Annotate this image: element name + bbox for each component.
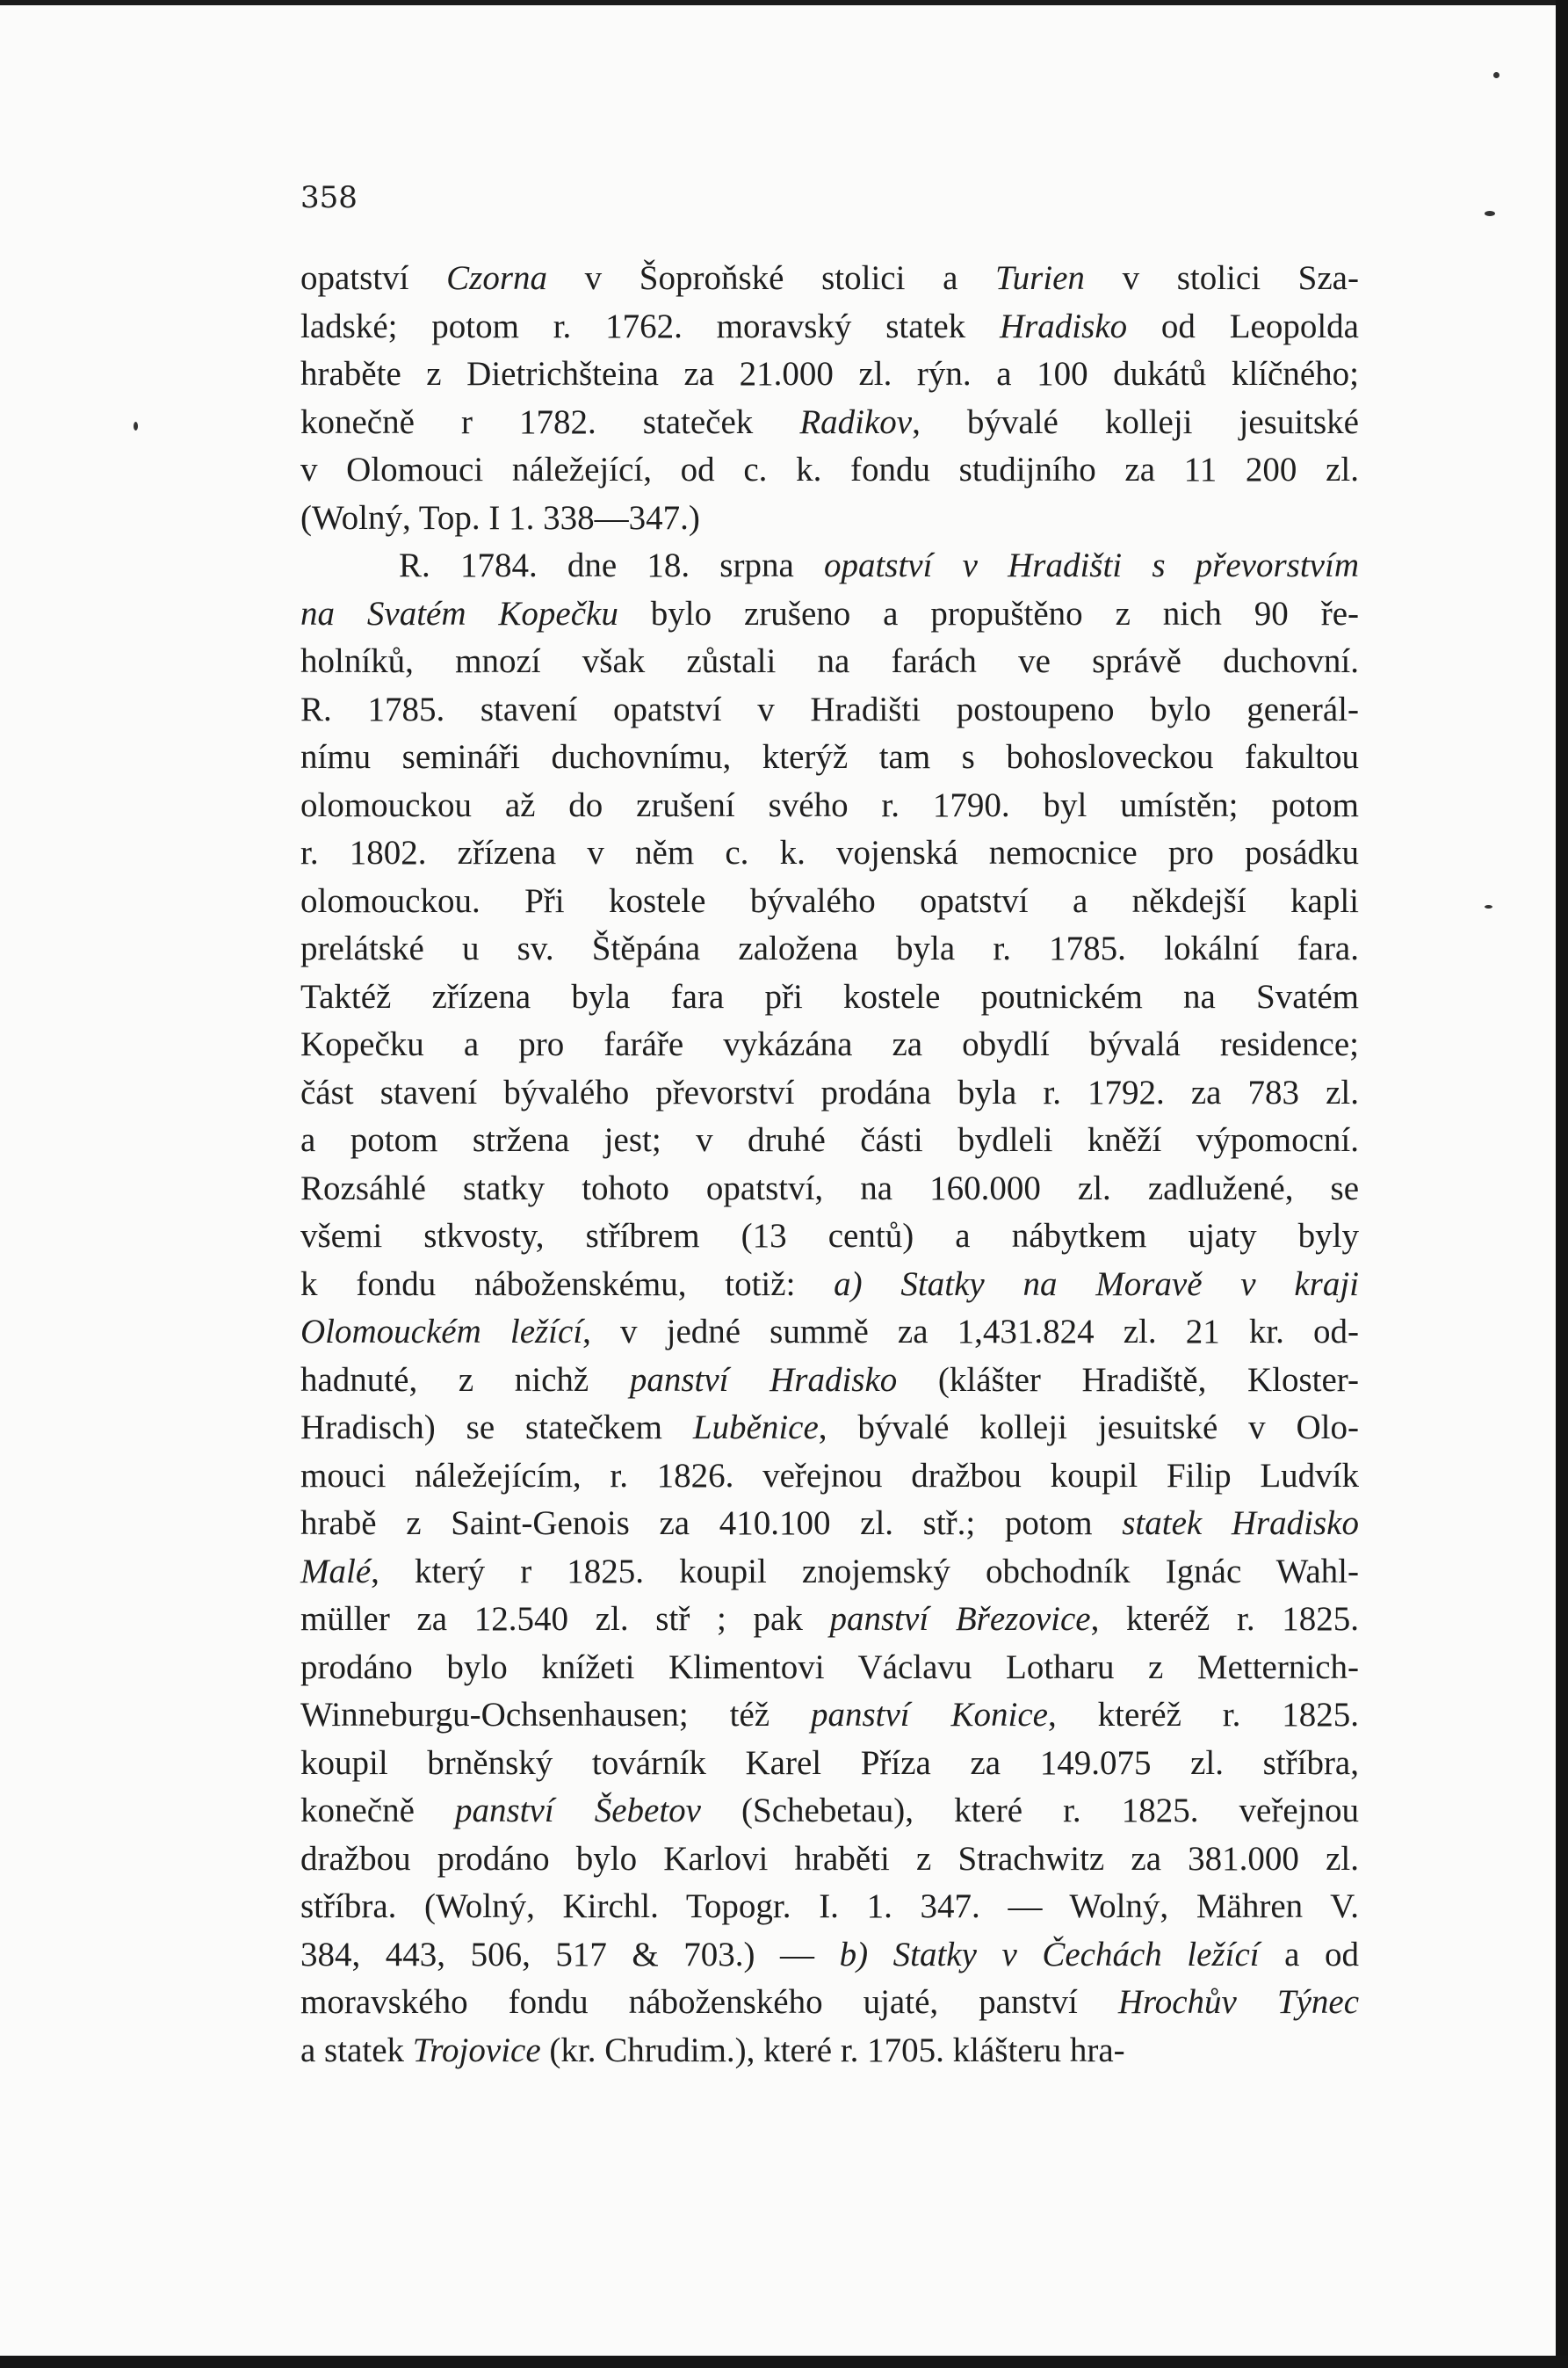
italic-segment: Malé <box>300 1552 372 1590</box>
scan-edge-top <box>0 0 1568 5</box>
text-line <box>300 351 1359 399</box>
text-line <box>300 1596 1359 1644</box>
text-line <box>300 1691 1359 1740</box>
text-segment: müller za 12.540 zl. stř ; pak <box>300 1600 830 1638</box>
text-line <box>300 1308 1359 1357</box>
text-segment: všemi stkvosty, stříbrem (13 centů) a nábytkem ujaty byly <box>300 1217 1359 1255</box>
text-segment: Winneburgu-Ochsenhausen; též <box>300 1696 811 1734</box>
text-line <box>300 1357 1359 1405</box>
text-segment: R. 1785. stavení opatství v Hradišti postoupeno bylo generál- <box>300 690 1359 728</box>
text-segment: Kopečku a pro faráře vykázána za obydlí bývalá residence; <box>300 1025 1359 1063</box>
text-segment: , bývalé kolleji jesuitské <box>912 402 1359 441</box>
text-segment: R. 1784. dne 18. srpna <box>399 547 824 584</box>
dust-speck <box>1485 905 1492 909</box>
text-line <box>300 495 1359 543</box>
italic-segment: Turien <box>995 259 1085 297</box>
text-segment: v stolici Sza- <box>1084 259 1359 297</box>
text-line <box>300 399 1359 447</box>
text-segment: a od <box>1259 1935 1359 1973</box>
text-segment: olomouckou. Při kostele bývalého opatství a někdejší kapli <box>300 881 1359 920</box>
text-segment: , kteréž r. 1825. <box>1048 1696 1359 1734</box>
text-segment: k fondu náboženskému, totiž: <box>300 1264 835 1303</box>
scan-edge-bottom <box>0 2356 1568 2368</box>
text-line <box>300 1261 1359 1309</box>
text-segment: koupil brněnský továrník Karel Příza za 149.075 zl. stříbra, <box>300 1743 1359 1782</box>
text-segment: olomouckou až do zrušení svého r. 1790. byl umístěn; potom <box>300 786 1359 824</box>
text-line <box>300 1404 1359 1452</box>
italic-segment: Olomouckém ležící <box>300 1313 583 1351</box>
text-line <box>300 925 1359 974</box>
dust-speck <box>1485 211 1495 216</box>
text-line <box>300 1931 1359 1980</box>
text-line <box>300 590 1359 639</box>
text-segment: (klášter Hradiště, Kloster- <box>897 1360 1359 1399</box>
dust-speck <box>134 422 138 431</box>
text-segment: Taktéž zřízena byla fara při kostele poutnickém na Svatém <box>300 977 1359 1016</box>
text-segment: r. 1802. zřízena v něm c. k. vojenská nemocnice pro posádku <box>300 834 1359 872</box>
italic-segment: panství Březovice <box>829 1600 1091 1638</box>
text-line <box>300 878 1359 926</box>
text-line <box>300 1740 1359 1788</box>
text-segment: prelátské u sv. Štěpána založena byla r. 1785. lokální fara. <box>300 930 1359 967</box>
italic-segment: panství Hradisko <box>629 1360 898 1399</box>
italic-segment: panství Šebetov <box>455 1792 701 1829</box>
text-line <box>300 1836 1359 1884</box>
text-line <box>300 1165 1359 1213</box>
text-segment: , kteréž r. 1825. <box>1090 1600 1359 1638</box>
italic-segment: Trojovice <box>412 2031 541 2069</box>
text-segment: hrabě z Saint-Genois za 410.100 zl. stř.; potom <box>300 1504 1123 1542</box>
text-line <box>300 2027 1359 2075</box>
text-segment: , bývalé kolleji jesuitské v Olo- <box>818 1408 1360 1446</box>
text-line <box>300 1787 1359 1836</box>
text-line <box>300 303 1359 351</box>
text-line <box>300 1069 1359 1118</box>
text-line <box>300 1548 1359 1597</box>
italic-segment: Hrochův Týnec <box>1117 1983 1359 2021</box>
text-line <box>300 542 1359 590</box>
text-segment: hadnuté, z nichž <box>300 1360 630 1399</box>
italic-segment: statek Hradisko <box>1122 1504 1359 1542</box>
text-line <box>300 829 1359 878</box>
text-segment: hraběte z Dietrichšteina za 21.000 zl. rýn. a 100 dukátů klíčného; <box>300 355 1359 393</box>
text-segment: v Olomouci náležející, od c. k. fondu studijního za 11 200 zl. <box>300 451 1359 489</box>
text-segment: , který r 1825. koupil znojemský obchodník Ignác Wahl- <box>371 1552 1359 1590</box>
text-line <box>300 638 1359 686</box>
text-segment: (Schebetau), které r. 1825. veřejnou <box>700 1792 1359 1829</box>
text-segment: v Šoproňské stolici a <box>547 259 996 297</box>
italic-segment: Luběnice <box>692 1408 819 1446</box>
text-segment: nímu semináři duchovnímu, kterýž tam s bohosloveckou fakultou <box>300 738 1359 776</box>
text-line <box>300 1021 1359 1069</box>
text-segment: (Wolný, Top. I 1. 338—347.) <box>300 498 700 537</box>
text-segment: konečně r 1782. stateček <box>300 402 800 441</box>
text-segment: bylo zrušeno a propuštěno z nich 90 ře- <box>618 594 1359 633</box>
text-segment: dražbou prodáno bylo Karlovi hraběti z Strachwitz za 381.000 zl. <box>300 1839 1359 1878</box>
scan-edge-right <box>1556 0 1568 2368</box>
text-line <box>300 1500 1359 1548</box>
text-line <box>300 1117 1359 1165</box>
italic-segment: Czorna <box>446 259 548 297</box>
text-segment: , v jedné summě za 1,431.824 zl. 21 kr. od- <box>582 1313 1359 1351</box>
italic-segment: Radikov <box>799 402 913 441</box>
dust-speck <box>1493 72 1499 78</box>
text-segment: od Leopolda <box>1127 307 1359 345</box>
text-segment: ladské; potom r. 1762. moravský statek <box>300 307 1000 345</box>
text-segment: stříbra. (Wolný, Kirchl. Topogr. I. 1. 347. — Wolný, Mähren V. <box>300 1887 1359 1925</box>
text-line <box>300 782 1359 830</box>
text-line <box>300 1644 1359 1692</box>
italic-segment: a) Statky na Moravě v kraji <box>834 1264 1359 1303</box>
text-segment: a potom stržena jest; v druhé části bydleli kněží výpomocní. <box>300 1121 1359 1159</box>
page-number: 358 <box>300 180 358 215</box>
italic-segment: b) Statky v Čechách ležící <box>839 1935 1260 1973</box>
text-line <box>300 1883 1359 1931</box>
text-segment: část stavení bývalého převorství prodána byla r. 1792. za 783 zl. <box>300 1073 1359 1112</box>
italic-segment: panství Konice <box>810 1696 1048 1734</box>
text-segment: holníků, mnozí však zůstali na farách ve správě duchovní. <box>300 642 1359 680</box>
italic-segment: na Svatém Kopečku <box>300 594 618 633</box>
italic-segment: opatství v Hradišti s převorstvím <box>823 547 1359 584</box>
text-segment: mouci náležejícím, r. 1826. veřejnou dražbou koupil Filip Ludvík <box>300 1456 1359 1495</box>
text-segment: prodáno bylo knížeti Klimentovi Václavu Lotharu z Metternich- <box>300 1647 1359 1686</box>
text-line <box>300 1213 1359 1261</box>
text-line <box>300 1979 1359 2027</box>
text-line <box>300 686 1359 735</box>
text-segment: Hradisch) se statečkem <box>300 1408 693 1446</box>
italic-segment: Hradisko <box>999 307 1128 345</box>
text-line <box>300 1452 1359 1501</box>
text-line <box>300 734 1359 782</box>
text-line <box>300 446 1359 495</box>
text-segment: moravského fondu náboženského ujaté, panství <box>300 1983 1118 2021</box>
text-line <box>300 255 1359 303</box>
text-line <box>300 974 1359 1022</box>
text-segment: konečně <box>300 1792 455 1829</box>
text-segment: 384, 443, 506, 517 & 703.) — <box>300 1935 840 1973</box>
text-segment: a statek <box>300 2031 413 2069</box>
body-text <box>300 255 1359 2075</box>
text-segment: (kr. Chrudim.), které r. 1705. klášteru hra- <box>540 2031 1125 2069</box>
text-segment: Rozsáhlé statky tohoto opatství, na 160.000 zl. zadlužené, se <box>300 1169 1359 1207</box>
text-segment: opatství <box>300 259 447 297</box>
